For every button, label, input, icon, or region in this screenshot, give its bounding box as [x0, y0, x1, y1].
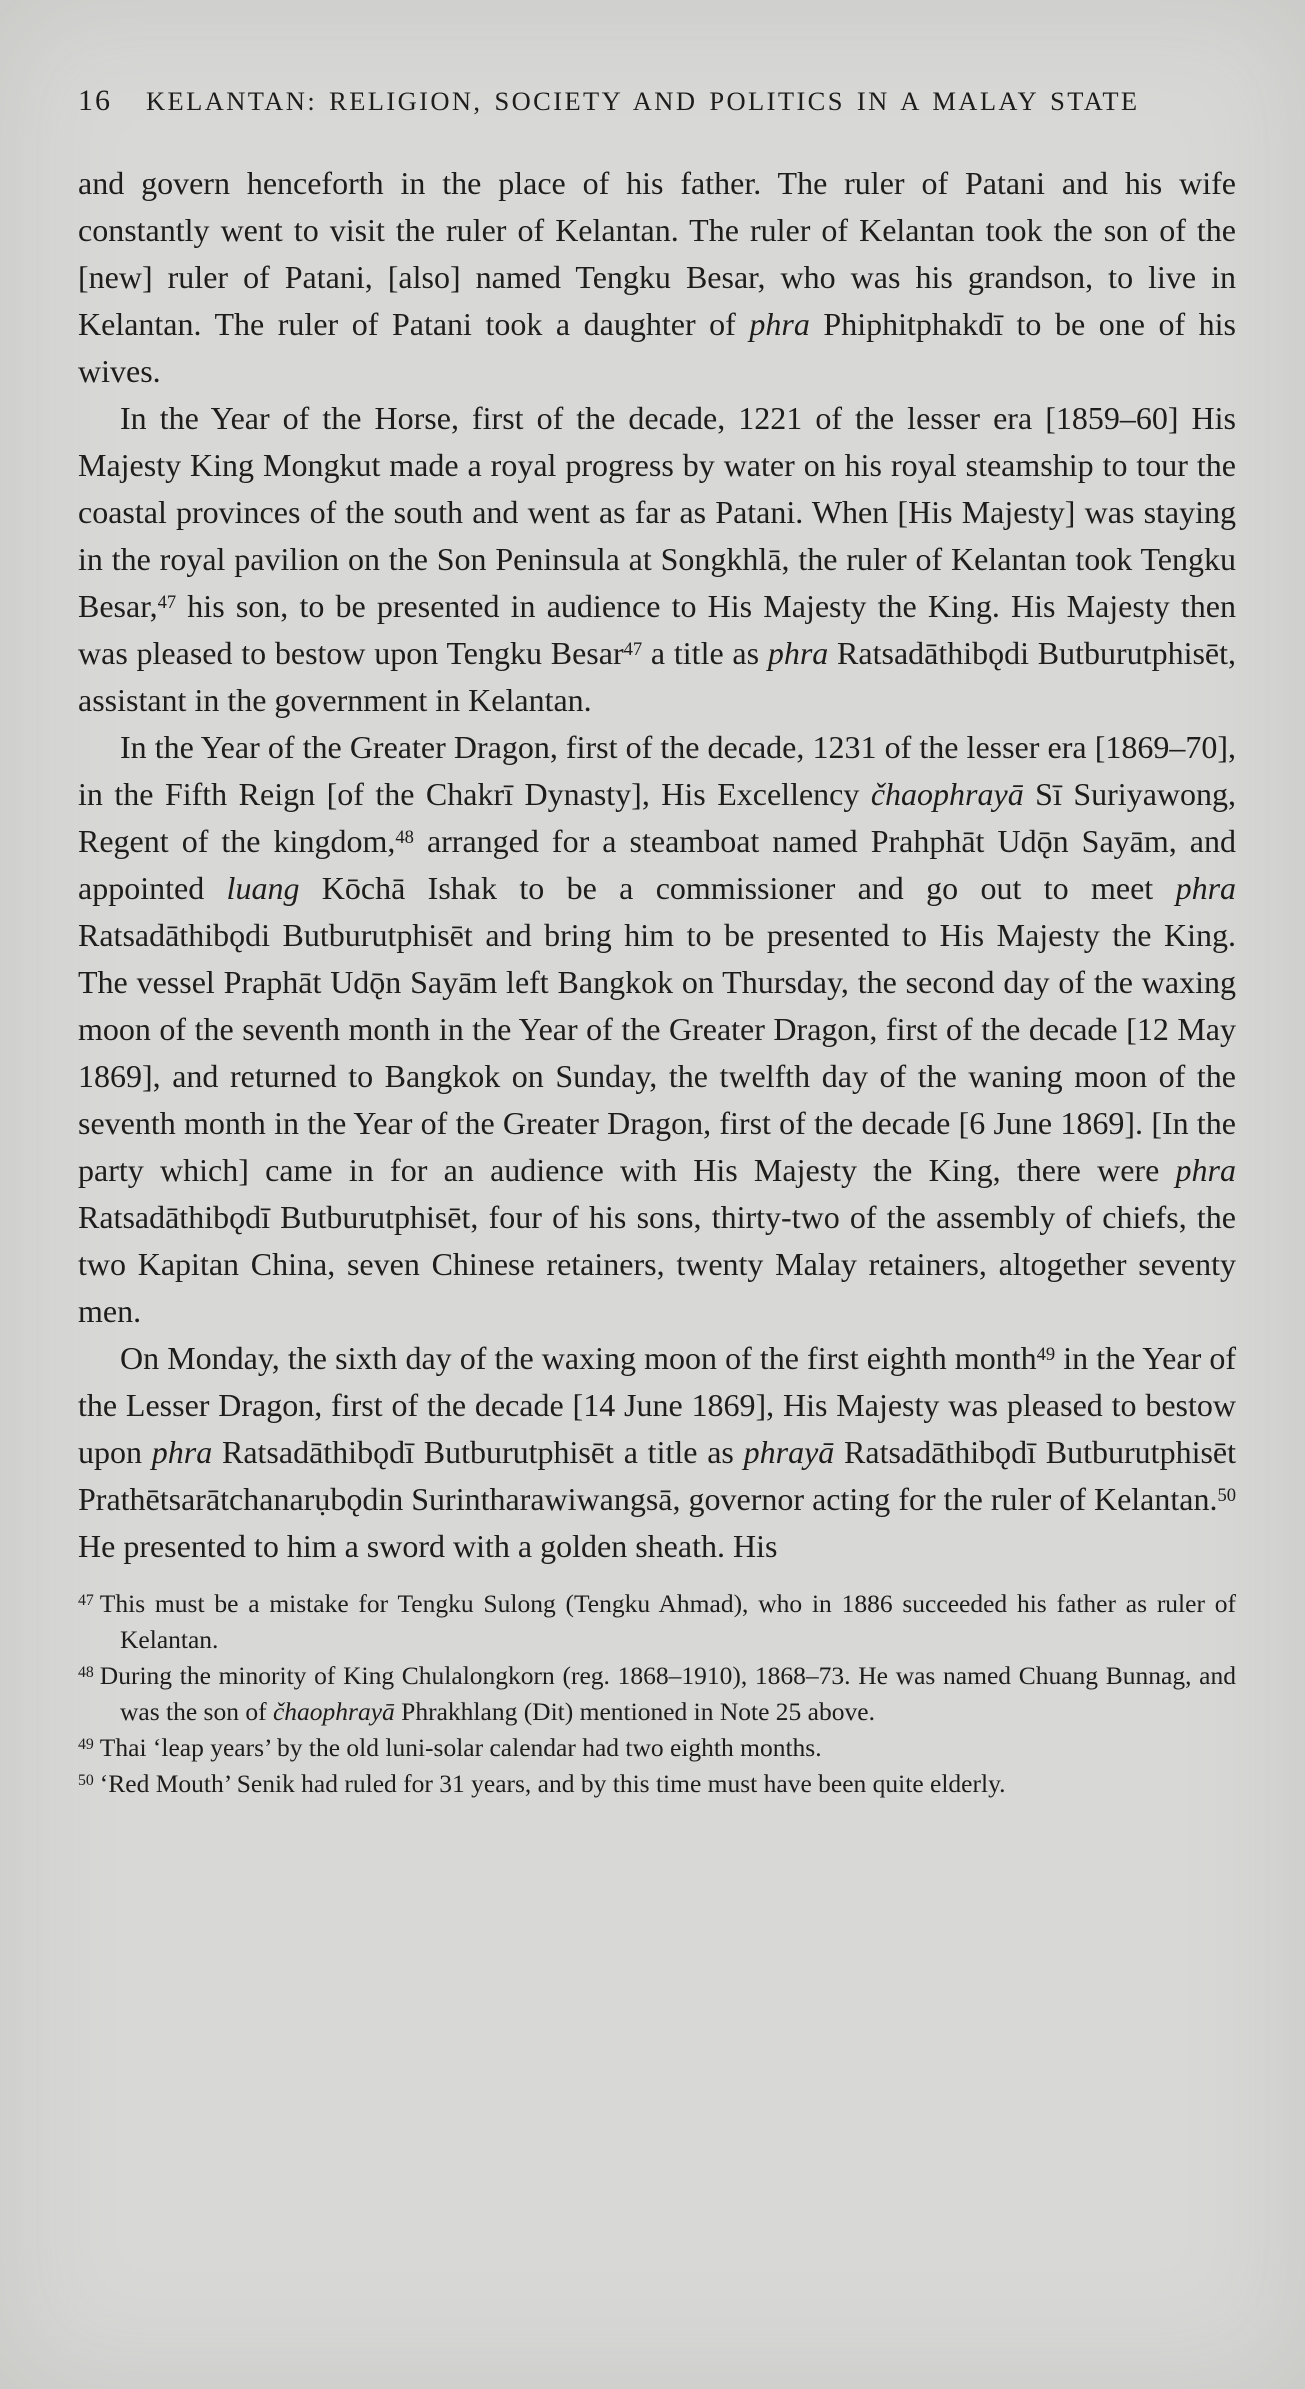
text-run: his son, to be presented in audience to His Majesty the King. His Majesty then was pleased to bestow upon Tengku Besar — [78, 588, 1236, 671]
text-run: Thai ‘leap years’ by the old luni-solar calendar had two eighth months. — [99, 1733, 822, 1762]
italic-term: phra — [1175, 870, 1237, 906]
text-run: Ratsadāthibǫdī Butburutphisēt a title as — [212, 1434, 744, 1470]
footnote-marker: 47 — [78, 1591, 94, 1609]
italic-term: phrayā — [743, 1434, 835, 1470]
footnote-reference: 49 — [1036, 1343, 1056, 1365]
footnote — [78, 1586, 1236, 1658]
footnote-reference: 47 — [157, 591, 177, 613]
footnote-reference: 50 — [1217, 1484, 1236, 1506]
page-number: 16 — [78, 84, 112, 117]
paragraph — [78, 724, 1236, 1335]
italic-term: čhaophrayā — [272, 1697, 395, 1726]
page-header — [78, 84, 1236, 118]
italic-term: phra — [749, 306, 810, 342]
text-run: Phiphitphakdī to be one of his wives. — [78, 306, 1237, 389]
page-content — [78, 84, 1236, 1802]
text-run: On Monday, the sixth day of the waxing moon of the first eighth month — [120, 1340, 1037, 1376]
text-run: Kōchā Ishak to be a commissioner and go out to meet — [299, 870, 1176, 906]
running-title: KELANTAN: RELIGION, SOCIETY AND POLITICS IN A MALAY STATE — [146, 86, 1140, 116]
text-run: in the Year of the Lesser Dragon, first of the decade [14 June 1869], His Majesty was pleased to bestow upon — [78, 1340, 1237, 1470]
body-text — [78, 160, 1236, 1570]
footnote-marker: 49 — [78, 1735, 94, 1753]
italic-term: luang — [226, 870, 300, 906]
footnote — [78, 1766, 1236, 1802]
text-run: Ratsadāthibǫdi Butburutphisēt, assistant in the government in Kelantan. — [78, 635, 1237, 718]
footnote-reference: 48 — [395, 826, 414, 848]
paragraph — [78, 160, 1236, 395]
italic-term: čhaophrayā — [870, 776, 1024, 812]
paragraph — [78, 1335, 1236, 1570]
text-run: Ratsadāthibǫdi Butburutphisēt and bring him to be presented to His Majesty the King. The vessel Praphāt Udǭn Sayām left Bangkok on Thursday, the second day of the waxing moon of the seventh month in the Year of the Greater Dragon, first of the decade [12 May 1869], and returned to Bangkok on Sunday, the twelfth day of the waning moon of the seventh month in the Year of the Greater Dragon, first of the decade [6 June 1869]. [In the party which] came in for an audience with His Majesty the King, there were — [78, 917, 1236, 1188]
footnote-marker: 50 — [78, 1771, 94, 1789]
text-run: arranged for a steamboat named Prahphāt Udǭn Sayām, and appointed — [78, 823, 1237, 906]
italic-term: phra — [767, 635, 829, 671]
text-run: ‘Red Mouth’ Senik had ruled for 31 years, and by this time must have been quite elderly. — [99, 1769, 1006, 1798]
italic-term: phra — [1175, 1152, 1236, 1188]
text-run: In the Year of the Horse, first of the decade, 1221 of the lesser era [1859–60] His Majesty King Mongkut made a royal progress by water on his royal steamship to tour the coastal provinces of the south and went as far as Patani. When [His Majesty] was staying in the royal pavilion on the Son Peninsula at Songkhlā, the ruler of Kelantan took Tengku Besar, — [78, 400, 1236, 624]
footnote — [78, 1658, 1236, 1730]
footnote-reference: 47 — [623, 638, 643, 660]
paragraph — [78, 395, 1236, 724]
text-run: a title as — [642, 635, 768, 671]
text-run: During the minority of King Chulalongkorn (reg. 1868–1910), 1868–73. He was named Chuang Bunnag, and was the son of — [99, 1661, 1236, 1726]
footnotes-section — [78, 1586, 1236, 1802]
text-run: In the Year of the Greater Dragon, first of the decade, 1231 of the lesser era [1869–70], in the Fifth Reign [of the Chakrī Dynasty], His Excellency — [78, 729, 1236, 812]
text-run: He presented to him a sword with a golden sheath. His — [78, 1528, 778, 1564]
text-run: Phrakhlang (Dit) mentioned in Note 25 above. — [394, 1697, 875, 1726]
text-run: Ratsadāthibǫdī Butburutphisēt, four of his sons, thirty-two of the assembly of chiefs, the two Kapitan China, seven Chinese retainers, twenty Malay retainers, altogether seventy men. — [78, 1199, 1236, 1329]
text-run: Ratsadāthibǫdī Butburutphisēt Prathētsarātchanarụbǫdin Surintharawiwangsā, governor acting for the ruler of Kelantan. — [78, 1434, 1236, 1517]
text-run: This must be a mistake for Tengku Sulong (Tengku Ahmad), who in 1886 succeeded his father as ruler of Kelantan. — [99, 1589, 1236, 1654]
italic-term: phra — [151, 1434, 213, 1470]
text-run: Sī Suriyawong, Regent of the kingdom, — [78, 776, 1237, 859]
footnote-marker: 48 — [78, 1663, 94, 1681]
footnote — [78, 1730, 1236, 1766]
text-run: and govern henceforth in the place of his father. The ruler of Patani and his wife constantly went to visit the ruler of Kelantan. The ruler of Kelantan took the son of the [new] ruler of Patani, [also] named Tengku Besar, who was his grandson, to live in Kelantan. The ruler of Patani took a daughter of — [78, 165, 1236, 342]
